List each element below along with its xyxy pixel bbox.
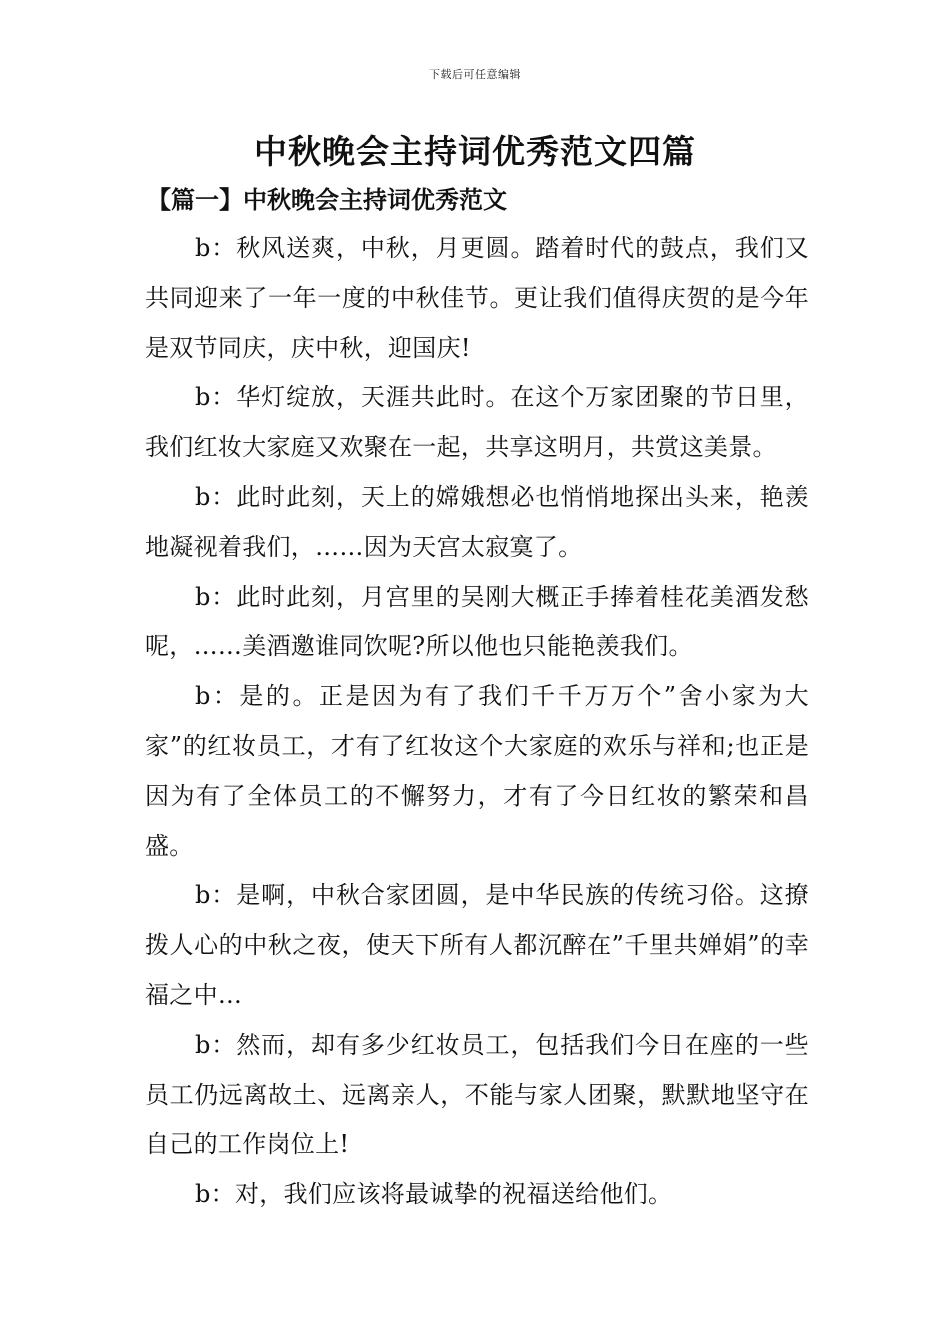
header-note: 下载后可任意编辑 xyxy=(429,68,521,81)
paragraph: b：此时此刻，月宫里的吴刚大概正手捧着桂花美酒发愁呢，……美酒邀谁同饮呢?所以他也只能艳羡我们。 xyxy=(145,582,809,661)
section-heading: 【篇一】中秋晚会主持词优秀范文 xyxy=(147,185,507,214)
document-body xyxy=(145,224,809,1220)
paragraph: b：华灯绽放，天涯共此时。在这个万家团聚的节日里，我们红妆大家庭又欢聚在一起，共享这明月，共赏这美景。 xyxy=(145,383,809,462)
paragraph: b：是啊，中秋合家团圆，是中华民族的传统习俗。这撩拨人心的中秋之夜，使天下所有人都沉醉在”千里共婵娟”的幸福之中… xyxy=(145,881,809,1009)
paragraph: b：此时此刻，天上的嫦娥想必也悄悄地探出头来，艳羡地凝视着我们，……因为天宫太寂寞了。 xyxy=(145,482,809,561)
paragraph: b：是的。正是因为有了我们千千万万个”舍小家为大家”的红妆员工，才有了红妆这个大家庭的欢乐与祥和;也正是因为有了全体员工的不懈努力，才有了今日红妆的繁荣和昌盛。 xyxy=(145,682,809,860)
paragraph: b：然而，却有多少红妆员工，包括我们今日在座的一些员工仍远离故土、远离亲人，不能与家人团聚，默默地坚守在自己的工作岗位上! xyxy=(145,1030,809,1159)
paragraph: b：对，我们应该将最诚挚的祝福送给他们。 xyxy=(195,1180,673,1209)
document-title: 中秋晚会主持词优秀范文四篇 xyxy=(254,132,696,171)
paragraph: b：秋风送爽，中秋，月更圆。踏着时代的鼓点，我们又共同迎来了一年一度的中秋佳节。更让我们值得庆贺的是今年是双节同庆，庆中秋，迎国庆! xyxy=(145,234,809,362)
